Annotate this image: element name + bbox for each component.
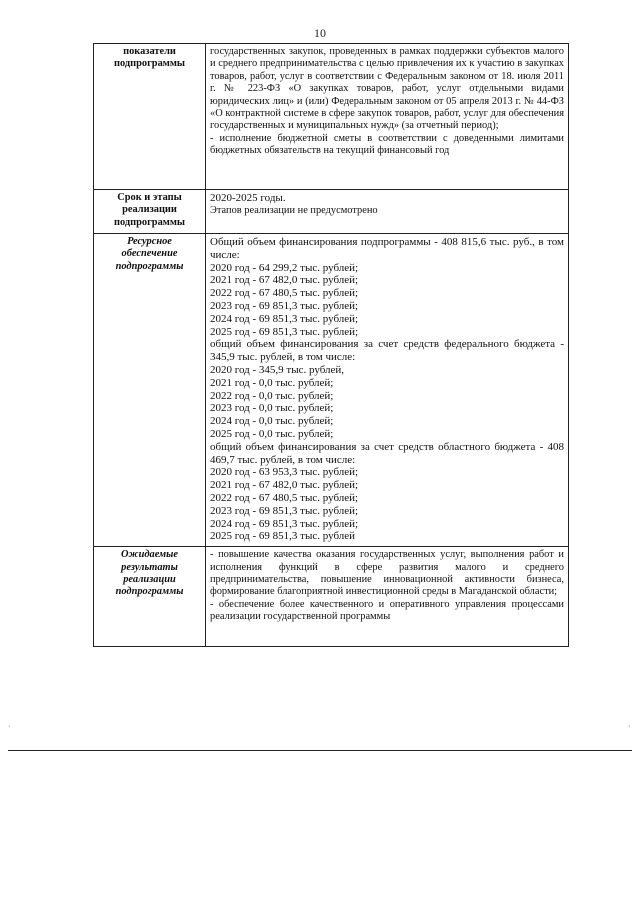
row-content-resources	[206, 234, 569, 547]
financing-year: 2025 год - 69 851,3 тыс. рублей;	[210, 325, 359, 338]
federal-financing-year: 2023 год - 0,0 тыс. рублей;	[210, 402, 334, 415]
row-heading-expected-results: Ожидаемые результаты реализации подпрограммы	[94, 547, 206, 647]
financing-year: 2023 год - 69 851,3 тыс. рублей;	[210, 299, 359, 312]
row-heading-indicators: показатели подпрограммы	[94, 44, 206, 190]
table-row	[94, 234, 569, 547]
regional-financing-year: 2021 год - 67 482,0 тыс. рублей;	[210, 479, 359, 492]
row-content-terms	[206, 190, 569, 234]
row-heading-terms: Срок и этапы реализации подпрограммы	[94, 190, 206, 234]
federal-financing-year: 2025 год - 0,0 тыс. рублей;	[210, 427, 334, 440]
row-content-indicators	[206, 44, 569, 190]
table-row	[94, 190, 569, 234]
term-years: 2020-2025 годы.	[210, 192, 286, 204]
regional-financing-year: 2020 год - 63 953,3 тыс. рублей;	[210, 466, 359, 479]
federal-financing-year: 2020 год - 345,9 тыс. рублей,	[210, 363, 345, 376]
federal-financing-year: 2021 год - 0,0 тыс. рублей;	[210, 376, 334, 389]
financing-year: 2021 год - 67 482,0 тыс. рублей;	[210, 274, 359, 287]
regional-financing-total: общий объем финансирования за счет средств областного бюджета - 408 469,7 тыс. рублей, в том числе:	[210, 440, 564, 466]
financing-total: Общий объем финансирования подпрограммы - 408 815,6 тыс. руб., в том числе:	[210, 236, 564, 261]
term-stages: Этапов реализации не предусмотрено	[210, 204, 378, 216]
row-heading-resources: Ресурсное обеспечение подпрограммы	[94, 234, 206, 547]
federal-financing-year: 2022 год - 0,0 тыс. рублей;	[210, 389, 334, 402]
subprogram-passport-table	[93, 43, 569, 647]
financing-year: 2022 год - 67 480,5 тыс. рублей;	[210, 287, 359, 300]
page-number: 10	[314, 26, 326, 40]
table-row	[94, 44, 569, 190]
federal-financing-year: 2024 год - 0,0 тыс. рублей;	[210, 415, 334, 428]
regional-financing-year: 2025 год - 69 851,3 тыс. рублей	[210, 530, 356, 543]
row-content-expected-results	[206, 547, 569, 647]
financing-year: 2024 год - 69 851,3 тыс. рублей;	[210, 312, 359, 325]
indicator-text: - исполнение бюджетной сметы в соответствии с доведенными лимитами бюджетных обязательств на текущий финансовый год	[210, 132, 564, 157]
page-bottom-rule	[8, 750, 632, 751]
margin-mark: ·	[8, 722, 11, 731]
financing-year: 2020 год - 64 299,2 тыс. рублей;	[210, 261, 359, 274]
federal-financing-total: общий объем финансирования за счет средств федерального бюджета - 345,9 тыс. рублей, в том числе:	[210, 338, 564, 364]
regional-financing-year: 2023 год - 69 851,3 тыс. рублей;	[210, 504, 359, 517]
table-row	[94, 547, 569, 647]
indicator-text: государственных закупок, проведенных в рамках поддержки субъектов малого и среднего предпринимательства с целью привлечения их к участию в закупках товаров, работ, услуг в соответствии с Федеральным законом от 18. июля 2011 г. № 223-ФЗ «О закупках товаров, работ, услуг отдельными видами юридических лиц» и (или) Федеральным законом от 05 апреля 2013 г. № 44-ФЗ «О контрактной системе в сфере закупок товаров, работ, услуг для обеспечения государственных и муниципальных нужд» (за отчетный период);	[210, 46, 564, 132]
margin-mark: ·	[628, 722, 631, 731]
regional-financing-year: 2024 год - 69 851,3 тыс. рублей;	[210, 517, 359, 530]
expected-result: - обеспечение более качественного и оперативного управления процессами реализации государственной программы	[210, 598, 564, 623]
expected-result: - повышение качества оказания государственных услуг, выполнения работ и исполнения функций в сфере развития малого и среднего предпринимательства, повышение инновационной активности бизнеса, формирование благоприятной инвестиционной среды в Магаданской области;	[210, 549, 564, 598]
regional-financing-year: 2022 год - 67 480,5 тыс. рублей;	[210, 491, 359, 504]
